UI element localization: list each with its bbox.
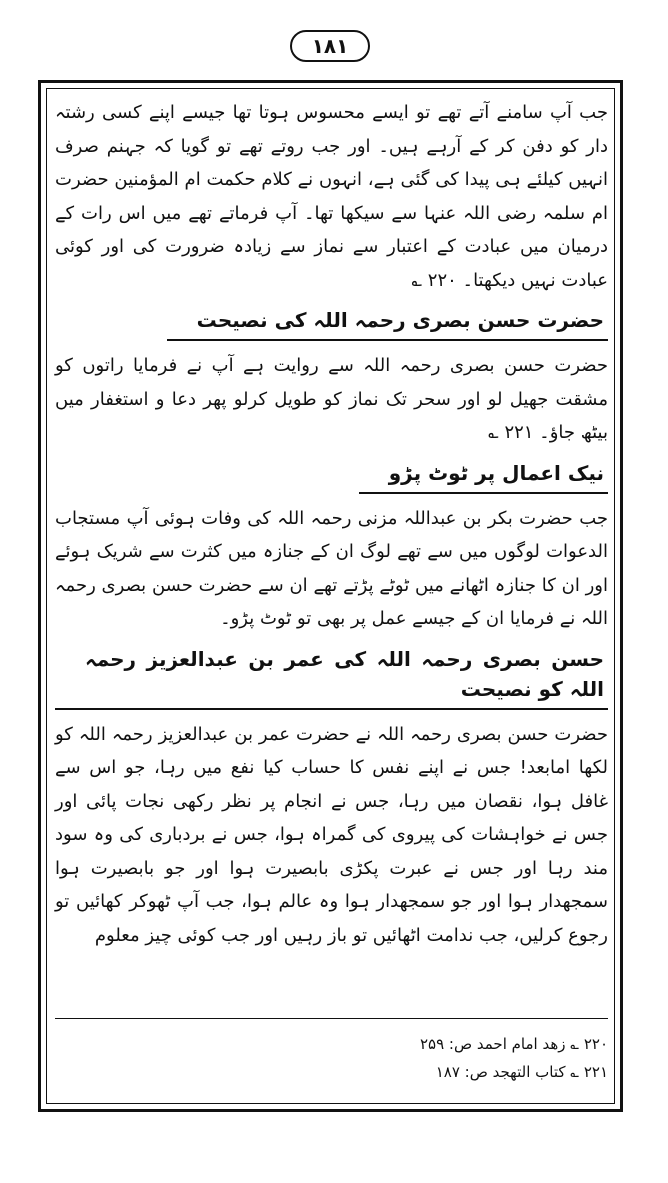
text-line: جب حضرت بکر بن عبداللہ مزنی رحمہ اللہ کی وفات ہوئی آپ مستجاب الدعوات	[55, 507, 608, 562]
text-line: حضرت حسن بصری رحمہ اللہ نے حضرت عمر بن عبدالعزیز رحمہ اللہ کو لکھا	[55, 723, 608, 778]
text-line: لوگوں میں سے تھے لوگ ان کے جنازہ میں کثرت سے شریک ہوئے اور ان کا	[55, 541, 609, 596]
text-line: جنازہ اٹھانے میں ٹوٹے پڑتے تھے ان سے حضرت حسن بصری رحمہ اللہ نے	[55, 574, 608, 629]
text-line: ہوا اور جو بابصیرت ہوا سمجھدار ہوا اور جو سمجھدار ہوا وہ عالم ہوا، جب آپ ٹھوکر	[55, 857, 608, 912]
heading-text: نیک اعمال پر ٹوٹ پڑو	[359, 456, 608, 494]
paragraph	[55, 718, 608, 953]
page-number: ۱۸۱	[290, 30, 370, 62]
heading-text: حضرت حسن بصری رحمہ اللہ کی نصیحت	[167, 303, 608, 341]
text-line: فرمایا ان کے جیسے عمل پر بھی تو ٹوٹ پڑو۔	[220, 608, 554, 629]
footnote-divider	[55, 1018, 608, 1019]
text-line: میں رہا، جس نے انجام پر نظر رکھی نجات پائی اور جس نے خواہشات کی پیروی کی	[55, 790, 608, 845]
section-heading	[55, 456, 608, 494]
text-line: نماز سے زیادہ ضرورت کی اور کوئی عبادت نہیں دیکھتا۔ ۲۲۰ ؎	[55, 236, 608, 291]
text-line: امابعد! جس نے اپنے نفس کا حساب کیا نفع میں رہا، جو اس سے غافل ہوا، نقصان	[55, 757, 609, 812]
text-line: جھیل لو اور سحر تک نماز کو طویل کرلو پھر دعا و استغفار میں بیٹھ جاؤ۔ ۲۲۱ ؎	[55, 388, 608, 443]
paragraph	[55, 349, 608, 450]
footnote: ۲۲۰ ؎ زهد امام احمد ص: ۲۵۹	[419, 1035, 608, 1053]
paragraph	[55, 502, 608, 636]
text-line: کر کے آرہے ہیں۔ اور جب روتے تھے تو گویا کہ جہنم صرف انہیں کیلئے ہی پیدا کی	[55, 135, 608, 190]
text-line: گئی ہے، انہوں نے کلام حکمت ام المؤمنین حضرت ام سلمہ رضی اللہ عنہا سے	[55, 169, 608, 224]
section-heading	[55, 303, 608, 341]
text-line: گمراہ ہوا، جس نے بردباری کی وہ سود مند رہا اور جس نے عبرت پکڑی بابصیرت	[55, 824, 608, 879]
text-line: حضرت حسن بصری رحمہ اللہ سے روایت ہے آپ نے فرمایا راتوں کو مشقت	[55, 355, 609, 410]
paragraph	[55, 96, 608, 297]
page-content	[55, 96, 608, 952]
text-line: جب آپ سامنے آتے تھے تو ایسے محسوس ہوتا تھا جیسے اپنے کسی رشتہ دار کو دفن	[55, 102, 608, 157]
footnote: ۲۲۱ ؎ کتاب التهجد ص: ۱۸۷	[435, 1063, 608, 1081]
text-line: سیکھا تھا۔ آپ فرماتے تھے میں اس رات کے درمیان میں عبادت کے اعتبار سے	[55, 202, 609, 257]
text-line: کھائیں تو رجوع کرلیں، جب ندامت اٹھائیں تو باز رہیں اور جب کوئی چیز معلوم	[55, 891, 608, 946]
section-heading	[55, 642, 608, 710]
heading-text: حسن بصری رحمہ اللہ کی عمر بن عبدالعزیز رحمہ اللہ کو نصیحت	[55, 642, 608, 710]
footnotes	[55, 1030, 608, 1086]
